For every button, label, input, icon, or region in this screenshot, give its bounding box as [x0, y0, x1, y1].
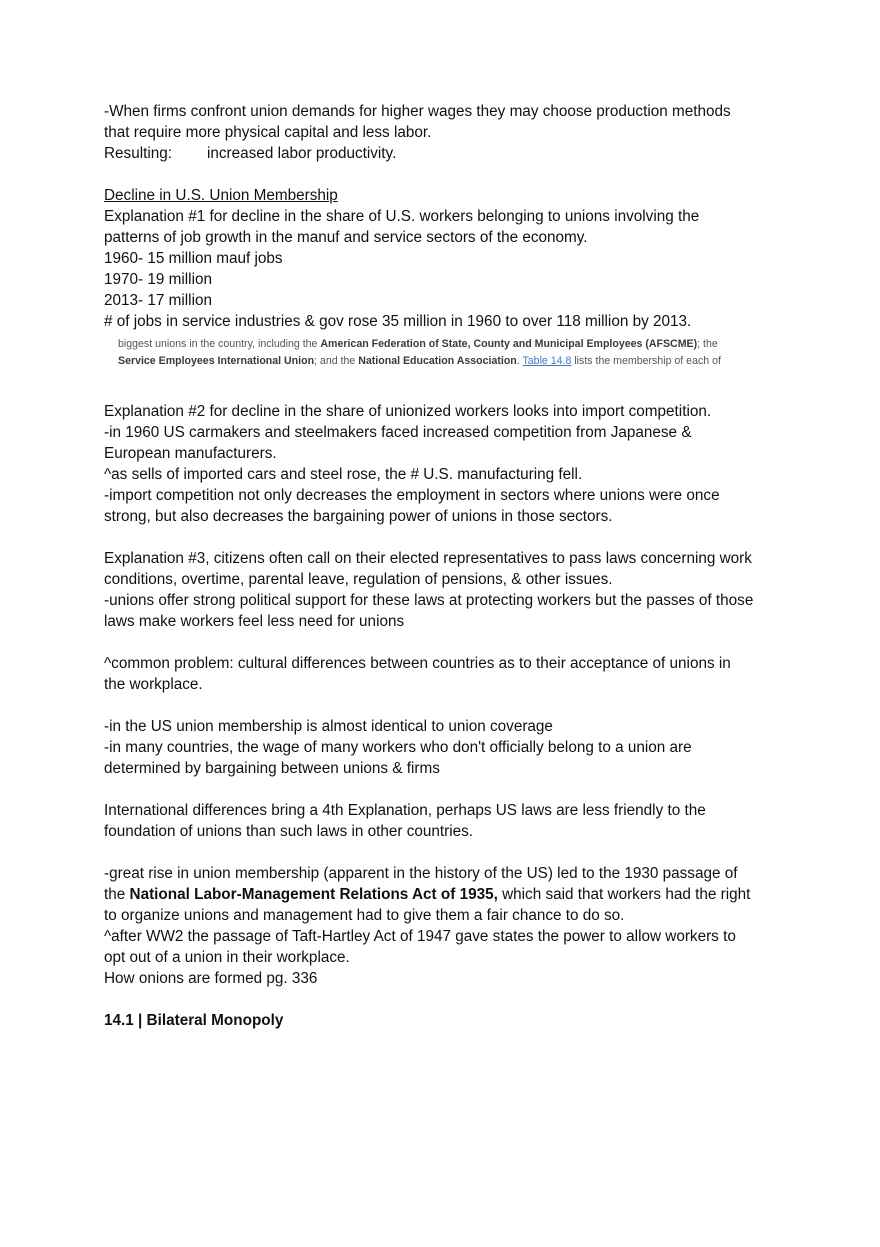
next-section-heading: 14.1 | Bilateral Monopoly [104, 1012, 284, 1029]
text-line: -in many countries, the wage of many workers who don't officially belong to a union are [104, 739, 692, 756]
text-line: How onions are formed pg. 336 [104, 970, 318, 987]
text-span: the [104, 886, 130, 903]
excerpt-text: lists the membership of each of [571, 355, 721, 367]
text-line: 2013- 17 million [104, 292, 212, 309]
text-line: foundation of unions than such laws in other countries. [104, 823, 474, 840]
text-line: the workplace. [104, 676, 203, 693]
text-line: ^common problem: cultural differences between countries as to their acceptance of unions in [104, 655, 731, 672]
excerpt-bold: Service Employees International Union [118, 355, 315, 367]
text-line: to organize unions and management had to give them a fair chance to do so. [104, 907, 625, 924]
section-heading: Decline in U.S. Union Membership [104, 187, 338, 204]
text-line: Explanation #3, citizens often call on their elected representatives to pass laws concerning work [104, 550, 752, 567]
text-line: patterns of job growth in the manuf and service sectors of the economy. [104, 229, 588, 246]
text-line: -unions offer strong political support for these laws at protecting workers but the passes of those [104, 592, 754, 609]
text-line: -in 1960 US carmakers and steelmakers faced increased competition from Japanese & [104, 424, 692, 441]
text-line: 1960- 15 million mauf jobs [104, 250, 283, 267]
text-line: ^as sells of imported cars and steel rose, the # U.S. manufacturing fell. [104, 466, 583, 483]
excerpt-text: ; and the [314, 355, 359, 367]
text-line: opt out of a union in their workplace. [104, 949, 350, 966]
text-line [104, 884, 794, 905]
text-line: that require more physical capital and less labor. [104, 124, 432, 141]
excerpt-text: biggest unions in the country, including the [118, 338, 321, 350]
text-line: Explanation #2 for decline in the share of unionized workers looks into import competition. [104, 403, 712, 420]
text-line: -import competition not only decreases the employment in sectors where unions were once [104, 487, 720, 504]
table-link[interactable]: Table 14.8 [522, 355, 572, 367]
text-line: -great rise in union membership (apparent in the history of the US) led to the 1930 passage of [104, 865, 738, 882]
text-line: European manufacturers. [104, 445, 277, 462]
text-span: which said that workers had the right [497, 886, 751, 903]
text-line: laws make workers feel less need for unions [104, 613, 405, 630]
text-line: strong, but also decreases the bargaining power of unions in those sectors. [104, 508, 613, 525]
text-line: 1970- 19 million [104, 271, 212, 288]
text-line: International differences bring a 4th Explanation, perhaps US laws are less friendly to the [104, 802, 706, 819]
text-line: -in the US union membership is almost identical to union coverage [104, 718, 553, 735]
text-line: -When firms confront union demands for higher wages they may choose production methods [104, 103, 731, 120]
textbook-excerpt [118, 336, 794, 370]
excerpt-text: . [516, 355, 523, 367]
result-value: increased labor productivity. [207, 145, 397, 162]
excerpt-text: ; the [697, 338, 718, 350]
result-label: Resulting: [104, 145, 173, 162]
document-page [104, 101, 794, 1031]
excerpt-bold: National Education Association [358, 355, 517, 367]
result-line [104, 143, 794, 164]
excerpt-bold: American Federation of State, County and Municipal Employees (AFSCME) [320, 338, 698, 350]
text-line: conditions, overtime, parental leave, regulation of pensions, & other issues. [104, 571, 613, 588]
text-line: # of jobs in service industries & gov rose 35 million in 1960 to over 118 million by 2013. [104, 313, 692, 330]
text-line: Explanation #1 for decline in the share of U.S. workers belonging to unions involving the [104, 208, 700, 225]
act-name: National Labor-Management Relations Act of 1935, [129, 886, 498, 903]
text-line: ^after WW2 the passage of Taft-Hartley Act of 1947 gave states the power to allow workers to [104, 928, 736, 945]
text-line: determined by bargaining between unions & firms [104, 760, 440, 777]
